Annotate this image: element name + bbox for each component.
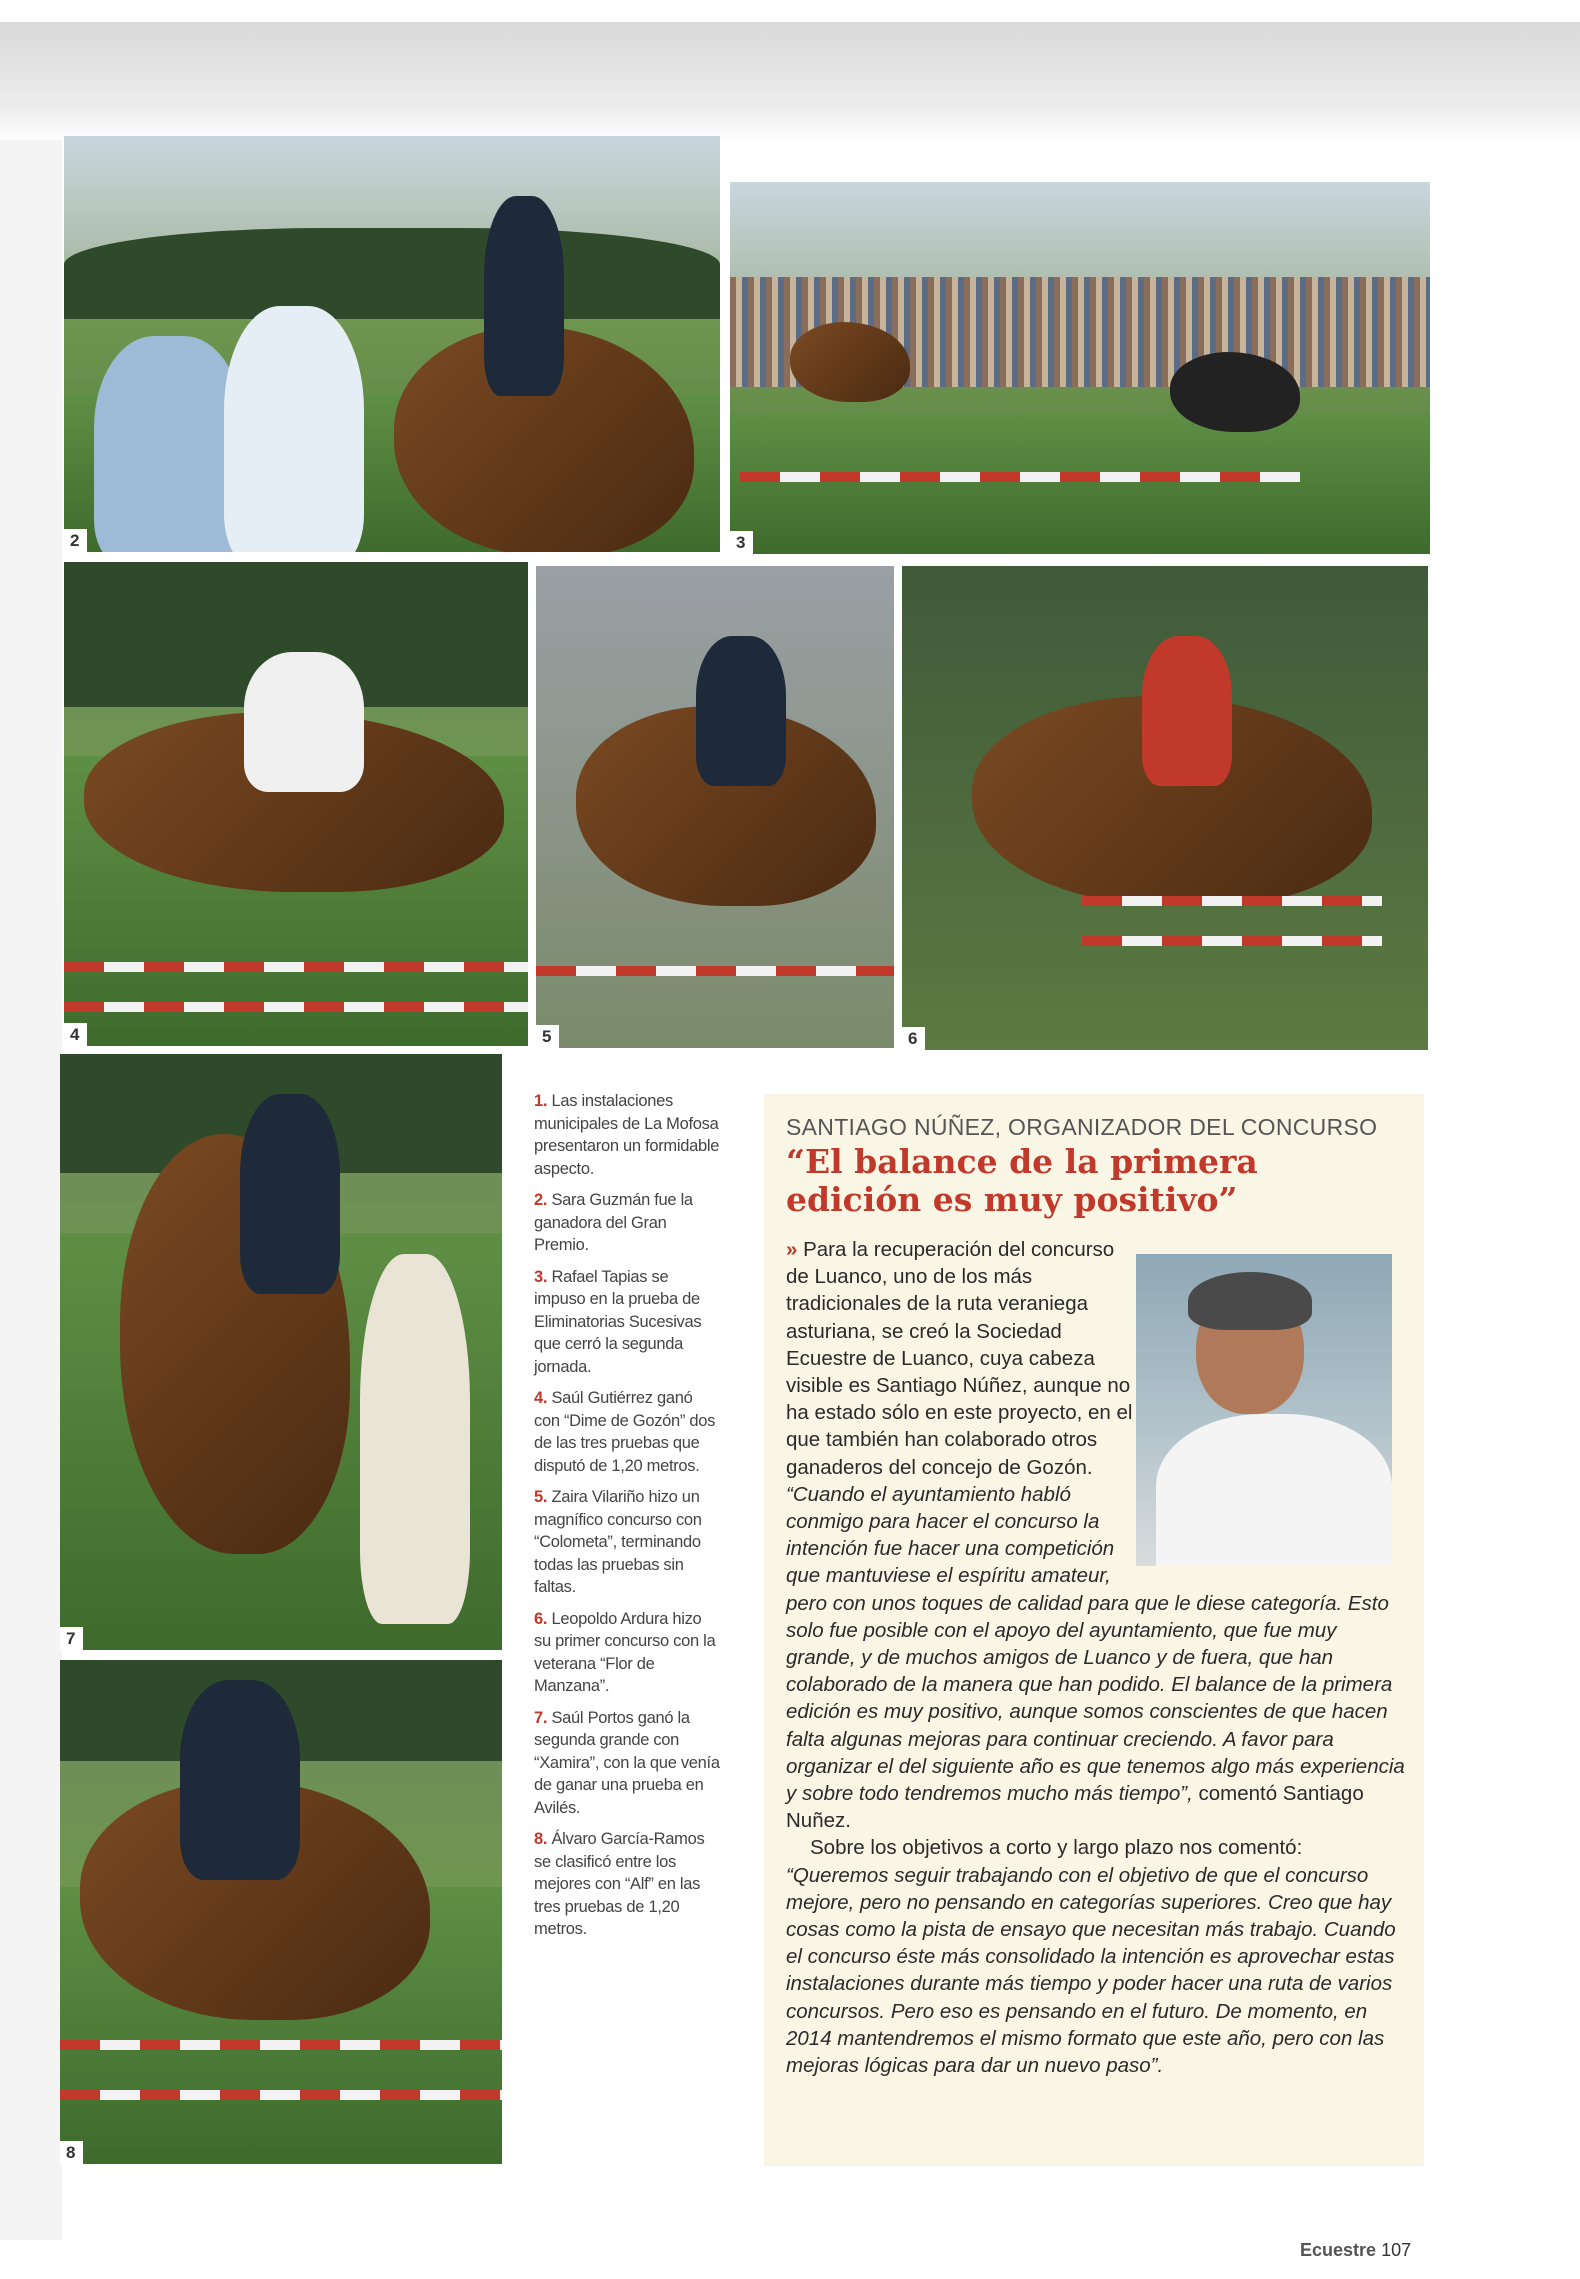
interview-paragraph-2: Sobre los objetivos a corto y largo plazo nos comentó: “Queremos seguir trabajando con el objetivo de que el concurso mejore, pero no pensando en categorías superiores. Creo que hay cosas como la pista de ensayo que necesitan más trabajo. Cuando el concurso éste más consolidado la intención es aprovechar estas instalaciones durante más tiempo y poder hacer una ruta de varios concursos. Pero eso es pensando en el futuro. De momento, en 2014 mantendremos el mismo formato que este año, pero con las mejoras lógicas para dar un nuevo paso”. (786, 1836, 1396, 2078)
interview-headline: “El balance de la primera edición es muy positivo” (786, 1142, 1258, 1219)
caption-6: 6. Leopoldo Ardura hizo su primer concurso con la veterana “Flor de Manzana”. (534, 1609, 716, 1695)
photo-7 (60, 1054, 502, 1650)
caption-3: 3. Rafael Tapias se impuso en la prueba de Eliminatorias Sucesivas que cerró la segunda jornada. (534, 1267, 702, 1376)
caption-1: 1. Las instalaciones municipales de La Mofosa presentaron un formidable aspecto. (534, 1092, 720, 1178)
caption-8: 8. Álvaro García-Ramos se clasificó entre los mejores con “Alf” en las tres pruebas de 1,20 metros. (534, 1830, 705, 1938)
caption-2: 2. Sara Guzmán fue la ganadora del Gran Premio. (534, 1191, 693, 1254)
photo-number: 6 (902, 1027, 925, 1050)
caption-4: 4. Saúl Gutiérrez ganó con “Dime de Gozón” dos de las tres pruebas que disputó de 1,20 metros. (534, 1389, 716, 1475)
photo-number: 5 (536, 1025, 559, 1048)
caption-5: 5. Zaira Vilariño hizo un magnífico concurso con “Colometa”, terminando todas las pruebas sin faltas. (534, 1488, 702, 1596)
photo-5 (536, 566, 894, 1048)
interview-body (786, 1236, 1408, 2079)
page-footer (1300, 2240, 1411, 2261)
scan-shadow-top (0, 22, 1580, 142)
scan-margin-left (0, 140, 62, 2240)
photo-number: 7 (60, 1627, 83, 1650)
interview-paragraph-1: » Para la recuperación del concurso de Luanco, uno de los más tradicionales de la ruta veraniega asturiana, se creó la Sociedad Ecuestre de Luanco, cuya cabeza visible es Santiago Núñez, aunque no ha estado sólo en este proyecto, en el que también han colaborado otros ganaderos del concejo de Gozón. “Cuando el ayuntamiento habló conmigo para hacer el concurso la intención fue hacer una competición que mantuviese el espíritu amateur, pero con unos toques de calidad para que le diese categoría. Esto solo fue posible con el apoyo del ayuntamiento, que fue muy grande, y de muchos amigos de Luanco y de fuera, que han colaborado de la manera que han podido. El balance de la primera edición es muy positivo, aunque somos conscientes de que hacen falta algunas mejoras para continuar creciendo. A favor para organizar el del siguiente año es que tenemos algo más experiencia y sobre todo tendremos mucho más tiempo”, comentó Santiago Nuñez. (786, 1238, 1405, 1833)
photo-6 (902, 566, 1428, 1050)
page-number: 107 (1381, 2240, 1412, 2260)
photo-2 (64, 136, 720, 552)
photo-number: 8 (60, 2141, 83, 2164)
magazine-name: Ecuestre (1300, 2240, 1377, 2260)
photo-3 (730, 182, 1430, 554)
photo-captions (534, 1090, 722, 1950)
interview-kicker: SANTIAGO NÚÑEZ, ORGANIZADOR DEL CONCURSO (786, 1114, 1378, 1140)
photo-number: 3 (730, 531, 753, 554)
caption-7: 7. Saúl Portos ganó la segunda grande con “Xamira”, con la que venía de ganar una prueba en Avilés. (534, 1708, 720, 1817)
photo-number: 2 (64, 529, 87, 552)
photo-4 (64, 562, 528, 1046)
photo-8 (60, 1660, 502, 2164)
photo-number: 4 (64, 1023, 87, 1046)
